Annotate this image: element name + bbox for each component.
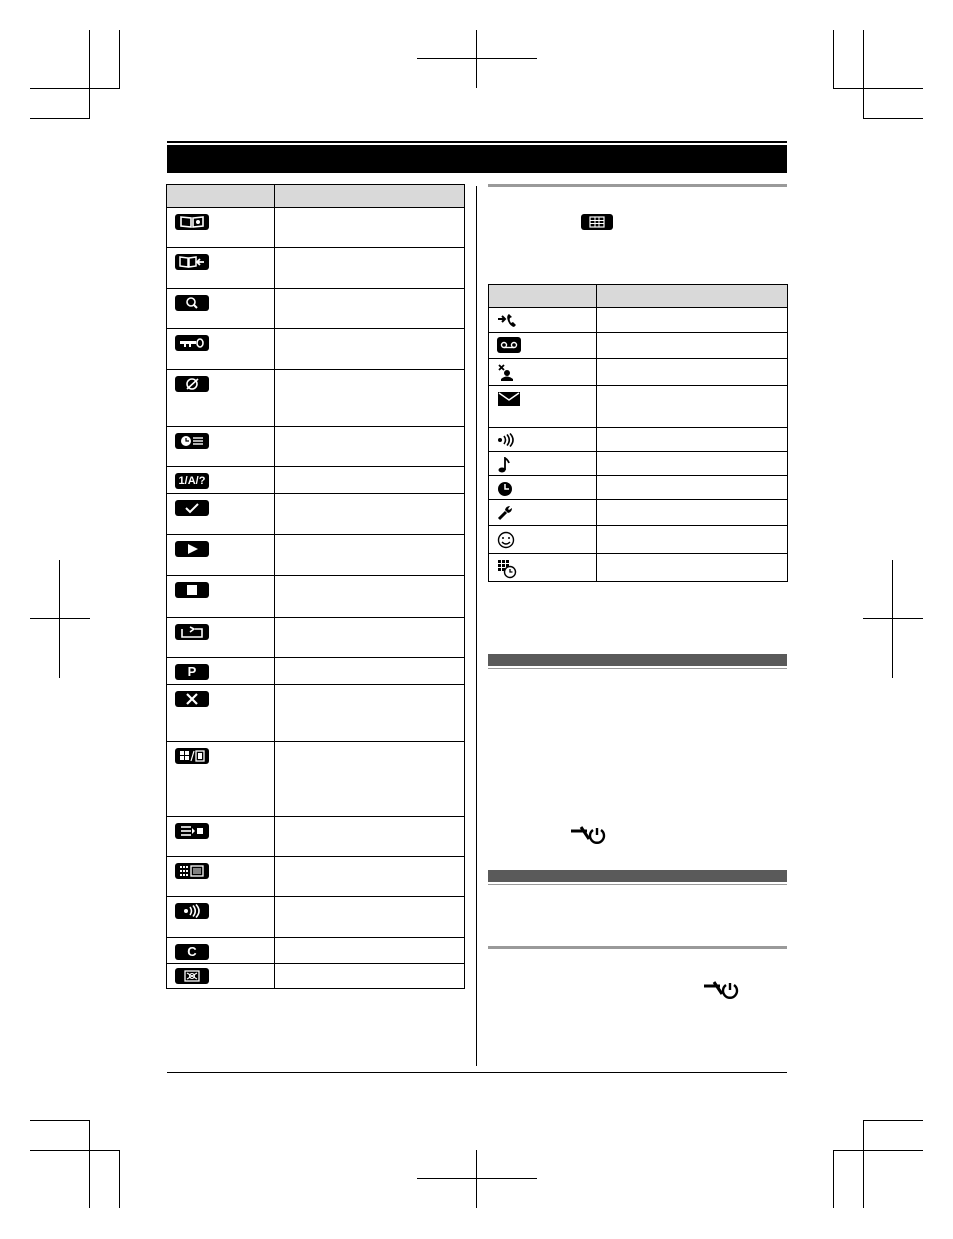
- table-row: [167, 685, 465, 742]
- keypad-list-icon: [175, 863, 209, 879]
- crop-mark: [833, 88, 923, 89]
- crop-mark: [89, 1120, 90, 1208]
- blocked-call-icon: [175, 376, 209, 392]
- table-header-cell: [489, 285, 597, 308]
- crop-mark: [476, 30, 477, 88]
- search-icon: [175, 295, 209, 311]
- check-icon: [175, 500, 209, 516]
- smiley-icon: [497, 531, 515, 549]
- table-row: [167, 857, 465, 897]
- table-header-cell: [597, 285, 788, 308]
- section-rule: [488, 946, 787, 949]
- off-power-icon: [569, 825, 609, 845]
- list-next-icon: [175, 823, 209, 839]
- section-heading-bar: [488, 870, 787, 882]
- wrench-icon: [497, 505, 513, 521]
- crop-mark: [30, 1150, 120, 1151]
- crop-mark: [30, 88, 120, 89]
- crop-mark: [476, 1150, 477, 1208]
- table-row: [489, 500, 788, 526]
- table-row: [167, 467, 465, 494]
- table-row: [489, 476, 788, 500]
- crop-mark: [833, 1150, 834, 1208]
- table-row: [167, 535, 465, 576]
- crop-mark: [30, 1120, 90, 1121]
- calendar-clock-icon: [497, 559, 517, 579]
- intercom-icon: [497, 364, 515, 382]
- crop-mark: [119, 30, 120, 88]
- table-row: [489, 333, 788, 359]
- table-row: [167, 329, 465, 370]
- play-icon: [175, 541, 209, 557]
- table-row: [167, 494, 465, 535]
- table-row: [167, 938, 465, 964]
- pause-p-icon: P: [175, 664, 209, 680]
- left-icon-table: [166, 184, 465, 989]
- table-row: [489, 526, 788, 554]
- table-row: [489, 452, 788, 476]
- section-rule: [488, 884, 787, 885]
- crop-mark: [833, 1150, 923, 1151]
- cancel-x-icon: [175, 691, 209, 707]
- table-row: [167, 248, 465, 289]
- table-row: [167, 742, 465, 817]
- signal-waves-icon: [497, 433, 517, 447]
- message-envelope-icon: [497, 391, 521, 407]
- table-row: [489, 554, 788, 582]
- crop-mark: [863, 1120, 864, 1208]
- footer-rule: [167, 1072, 787, 1073]
- table-row: [167, 576, 465, 618]
- table-row: [167, 427, 465, 467]
- crop-mark: [833, 30, 834, 88]
- right-icon-table: [488, 284, 788, 582]
- table-row: [489, 428, 788, 452]
- character-mode-icon: 1/A/?: [175, 473, 209, 489]
- header-bar: [167, 145, 787, 173]
- table-row: [167, 370, 465, 427]
- table-row: [489, 359, 788, 386]
- stop-icon: [175, 582, 209, 598]
- crop-mark: [89, 30, 90, 118]
- crop-mark: [59, 560, 60, 678]
- table-row: [167, 208, 465, 248]
- crop-mark: [119, 1150, 120, 1208]
- clock-icon: [497, 481, 513, 497]
- crop-mark: [863, 118, 923, 119]
- repeat-icon: [175, 624, 209, 640]
- section-heading-bar: [488, 654, 787, 666]
- off-power-icon: [702, 980, 742, 1000]
- table-header-row: [167, 185, 465, 208]
- crop-mark: [863, 1120, 923, 1121]
- voicemail-icon: [497, 337, 521, 353]
- ringtone-note-icon: [497, 457, 511, 473]
- phonebook-copy-icon: [175, 254, 209, 270]
- table-row: [167, 964, 465, 989]
- call-forward-icon: [497, 313, 517, 329]
- section-rule: [488, 184, 787, 187]
- table-row: [167, 897, 465, 938]
- signal-icon: [175, 903, 209, 919]
- crop-mark: [417, 1178, 537, 1179]
- crop-mark: [892, 560, 893, 678]
- table-row: [167, 289, 465, 329]
- crop-mark: [30, 618, 90, 619]
- crop-mark: [863, 618, 923, 619]
- table-row: [167, 618, 465, 658]
- table-header-row: [489, 285, 788, 308]
- crop-mark: [417, 58, 537, 59]
- table-header-cell: [167, 185, 275, 208]
- menu-grid-icon: [581, 214, 613, 230]
- crop-mark: [863, 30, 864, 118]
- call-log-icon: [175, 433, 209, 449]
- mute-speaker-icon: [175, 968, 209, 984]
- table-row: [167, 658, 465, 685]
- crop-mark: [30, 118, 90, 119]
- table-header-cell: [275, 185, 465, 208]
- clear-c-icon: C: [175, 944, 209, 960]
- table-row: [489, 386, 788, 428]
- table-row: [167, 817, 465, 857]
- column-divider: [476, 186, 477, 1066]
- table-row: [489, 308, 788, 333]
- dual-display-icon: [175, 748, 209, 764]
- lock-key-icon: [175, 335, 209, 351]
- phonebook-icon: [175, 214, 209, 230]
- header-rule: [167, 141, 787, 143]
- section-rule: [488, 668, 787, 669]
